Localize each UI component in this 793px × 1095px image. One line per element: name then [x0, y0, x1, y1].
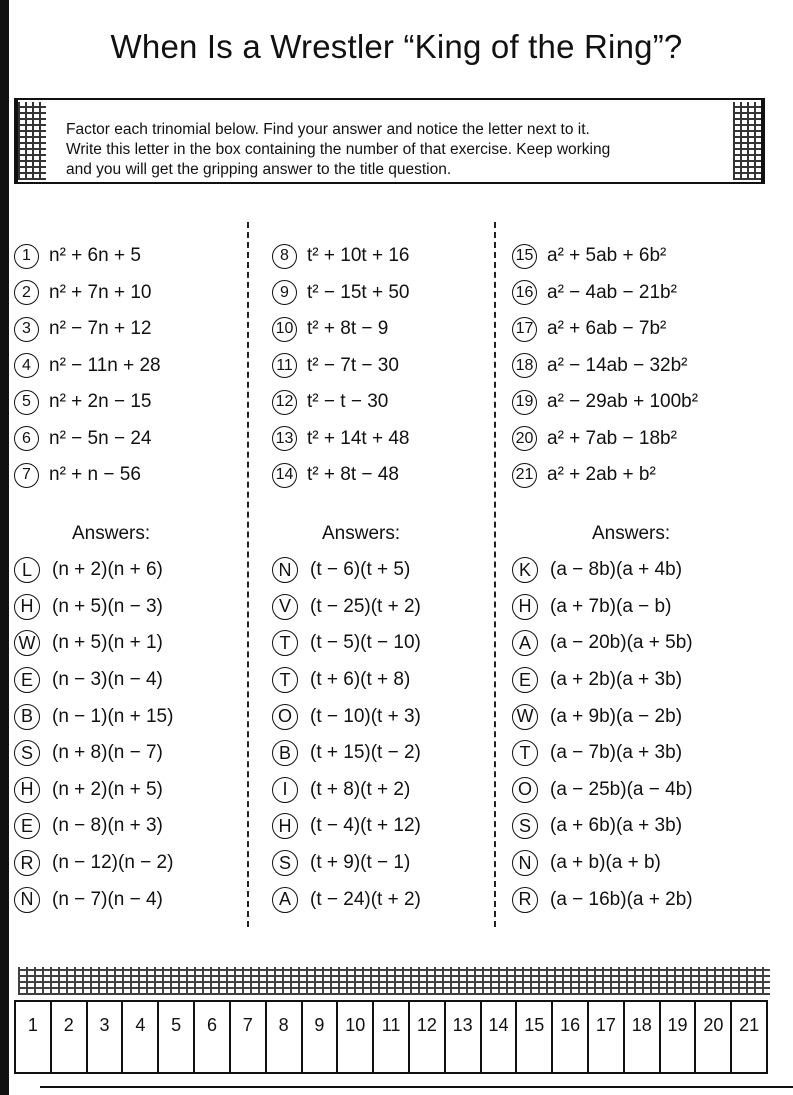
answer-expression: (a + b)(a + b) [550, 852, 661, 874]
exercise-number: 21 [512, 463, 537, 488]
answer-letter: R [512, 887, 538, 913]
answer-expression: (t + 6)(t + 8) [310, 669, 411, 691]
answer-item [272, 625, 421, 662]
exercise-expression: a² − 14ab − 32b² [547, 354, 688, 376]
answer-box[interactable]: 2 [52, 1002, 88, 1072]
exercise-expression: n² − 7n + 12 [49, 318, 152, 340]
exercise-number: 5 [14, 390, 39, 415]
answer-item [14, 625, 173, 662]
answer-box[interactable]: 15 [517, 1002, 553, 1072]
answer-box[interactable]: 20 [696, 1002, 732, 1072]
answer-grid [14, 1000, 768, 1074]
exercise-number: 8 [272, 244, 297, 269]
answer-box[interactable]: 17 [589, 1002, 625, 1072]
answer-expression: (t − 5)(t − 10) [310, 632, 421, 654]
answer-item [512, 845, 693, 882]
answer-expression: (a + 2b)(a + 3b) [550, 669, 683, 691]
answer-expression: (a − 7b)(a + 3b) [550, 742, 683, 764]
exercise-number: 11 [272, 353, 297, 378]
greek-key-ornament [18, 102, 46, 180]
answer-letter: O [272, 704, 298, 730]
answer-expression: (t − 25)(t + 2) [310, 595, 421, 617]
answer-letter: E [512, 667, 538, 693]
answer-letter: E [14, 813, 40, 839]
answer-letter: B [14, 704, 40, 730]
exercise-item [272, 421, 409, 458]
answer-expression: (n + 8)(n − 7) [52, 742, 163, 764]
answer-item [272, 845, 421, 882]
exercise-column [14, 238, 161, 494]
page-title: When Is a Wrestler “King of the Ring”? [110, 28, 683, 65]
answer-letter: H [512, 594, 538, 620]
answer-expression: (t − 6)(t + 5) [310, 559, 411, 581]
answer-item [14, 881, 173, 918]
exercise-number: 16 [512, 280, 537, 305]
answer-expression: (n − 8)(n + 3) [52, 815, 163, 837]
answer-column [14, 552, 173, 918]
answer-box[interactable]: 8 [267, 1002, 303, 1072]
column-divider [247, 222, 255, 927]
answer-letter: K [512, 557, 538, 583]
answer-item [14, 589, 173, 626]
answer-item [272, 735, 421, 772]
answer-box[interactable]: 7 [231, 1002, 267, 1072]
answer-letter: W [14, 630, 40, 656]
exercise-item [14, 275, 161, 312]
answer-item [14, 698, 173, 735]
answer-item [512, 552, 693, 589]
exercise-item [272, 348, 409, 385]
answer-box[interactable]: 11 [374, 1002, 410, 1072]
answer-item [14, 662, 173, 699]
exercise-item [512, 348, 698, 385]
answers-heading: Answers: [322, 523, 401, 544]
answer-item [272, 698, 421, 735]
answer-item [512, 625, 693, 662]
exercise-expression: n² + 2n − 15 [49, 391, 152, 413]
exercise-expression: a² + 7ab − 18b² [547, 427, 677, 449]
answer-item [14, 845, 173, 882]
exercise-expression: t² + 8t − 9 [307, 318, 389, 340]
exercise-expression: a² + 2ab + b² [547, 464, 656, 486]
exercise-item [512, 238, 698, 275]
answer-item [512, 698, 693, 735]
answer-item [272, 881, 421, 918]
answer-expression: (t − 10)(t + 3) [310, 705, 421, 727]
answer-box[interactable]: 21 [739, 1015, 760, 1035]
answer-letter: A [272, 887, 298, 913]
exercise-number: 15 [512, 244, 537, 269]
exercise-expression: t² + 8t − 48 [307, 464, 399, 486]
greek-key-ornament [733, 102, 761, 180]
exercise-column [272, 238, 409, 494]
exercise-item [272, 311, 409, 348]
exercise-item [512, 384, 698, 421]
answer-item [512, 772, 693, 809]
exercise-expression: n² + 6n + 5 [49, 245, 141, 267]
instructions-line: Factor each trinomial below. Find your answer and notice the letter next to it. [66, 121, 590, 138]
answer-letter: N [14, 887, 40, 913]
answer-expression: (t + 8)(t + 2) [310, 778, 411, 800]
answer-letter: H [14, 594, 40, 620]
exercise-number: 18 [512, 353, 537, 378]
answer-expression: (n − 1)(n + 15) [52, 705, 174, 727]
exercise-number: 2 [14, 280, 39, 305]
answer-item [512, 589, 693, 626]
answer-expression: (a + 9b)(a − 2b) [550, 705, 683, 727]
answer-letter: S [512, 813, 538, 839]
answer-letter: A [512, 630, 538, 656]
answer-box[interactable]: 14 [482, 1002, 518, 1072]
answer-item [272, 589, 421, 626]
exercise-number: 7 [14, 463, 39, 488]
exercise-item [14, 457, 161, 494]
answer-item [14, 735, 173, 772]
answer-letter: O [512, 777, 538, 803]
exercise-number: 6 [14, 426, 39, 451]
column-divider [494, 222, 502, 927]
answer-letter: E [14, 667, 40, 693]
answer-item [272, 552, 421, 589]
exercise-expression: t² − t − 30 [307, 391, 389, 413]
answer-box[interactable]: 13 [446, 1002, 482, 1072]
answer-letter: R [14, 850, 40, 876]
greek-key-border [18, 967, 770, 995]
answer-expression: (a + 7b)(a − b) [550, 595, 672, 617]
instructions-text [66, 120, 726, 180]
answer-letter: W [512, 704, 538, 730]
instructions-line: and you will get the gripping answer to the title question. [66, 161, 452, 178]
exercise-expression: n² + 7n + 10 [49, 281, 152, 303]
answer-item [512, 662, 693, 699]
answer-box[interactable]: 1 [16, 1002, 52, 1072]
answer-box[interactable]: 4 [123, 1002, 159, 1072]
answer-column [272, 552, 421, 918]
answer-box[interactable]: 16 [553, 1002, 589, 1072]
answer-expression: (n + 5)(n + 1) [52, 632, 163, 654]
answer-expression: (a − 25b)(a − 4b) [550, 778, 693, 800]
answer-item [14, 772, 173, 809]
answer-item [512, 735, 693, 772]
answer-letter: T [512, 740, 538, 766]
exercise-number: 1 [14, 244, 39, 269]
answer-expression: (a − 16b)(a + 2b) [550, 888, 693, 910]
answer-letter: S [14, 740, 40, 766]
answer-box[interactable]: 18 [625, 1002, 661, 1072]
exercise-item [14, 311, 161, 348]
exercise-expression: n² − 11n + 28 [49, 354, 161, 376]
answer-item [512, 808, 693, 845]
answer-letter: S [272, 850, 298, 876]
exercise-item [272, 457, 409, 494]
exercise-item [512, 275, 698, 312]
answer-item [14, 808, 173, 845]
exercise-expression: a² − 29ab + 100b² [547, 391, 699, 413]
exercise-item [272, 275, 409, 312]
answer-expression: (n − 12)(n − 2) [52, 852, 174, 874]
exercise-expression: n² + n − 56 [49, 464, 141, 486]
exercise-number: 4 [14, 353, 39, 378]
answer-expression: (n − 7)(n − 4) [52, 888, 163, 910]
answer-expression: (t − 24)(t + 2) [310, 888, 421, 910]
answer-expression: (n + 2)(n + 6) [52, 559, 163, 581]
exercise-expression: a² − 4ab − 21b² [547, 281, 677, 303]
answer-expression: (a + 6b)(a + 3b) [550, 815, 683, 837]
exercise-item [14, 348, 161, 385]
answer-box[interactable]: 9 [303, 1002, 339, 1072]
answer-box[interactable]: 6 [195, 1002, 231, 1072]
answer-letter: H [14, 777, 40, 803]
answer-letter: H [272, 813, 298, 839]
answer-box[interactable]: 3 [88, 1002, 124, 1072]
exercise-number: 17 [512, 317, 537, 342]
exercise-number: 10 [272, 317, 297, 342]
answer-letter: L [14, 557, 40, 583]
instructions-box [14, 98, 765, 184]
page-edge-rule [0, 0, 9, 1095]
answer-box[interactable]: 10 [338, 1002, 374, 1072]
instructions-line: Write this letter in the box containing the number of that exercise. Keep working [66, 141, 611, 158]
answers-heading: Answers: [592, 523, 671, 544]
answer-item [272, 772, 421, 809]
answer-expression: (t + 9)(t − 1) [310, 852, 411, 874]
exercise-number: 9 [272, 280, 297, 305]
exercise-expression: t² − 15t + 50 [307, 281, 410, 303]
answer-box[interactable]: 5 [159, 1002, 195, 1072]
exercise-item [512, 457, 698, 494]
answer-letter: B [272, 740, 298, 766]
answer-box[interactable]: 19 [661, 1002, 697, 1072]
answer-expression: (a − 8b)(a + 4b) [550, 559, 683, 581]
answer-item [272, 808, 421, 845]
exercise-number: 19 [512, 390, 537, 415]
answer-expression: (t − 4)(t + 12) [310, 815, 421, 837]
answer-expression: (t + 15)(t − 2) [310, 742, 421, 764]
exercise-item [14, 238, 161, 275]
exercise-item [272, 384, 409, 421]
answer-expression: (n + 5)(n − 3) [52, 595, 163, 617]
answer-item [272, 662, 421, 699]
exercise-column [512, 238, 698, 494]
frame-bar [761, 100, 765, 182]
answers-heading: Answers: [72, 523, 151, 544]
answer-letter: I [272, 777, 298, 803]
exercise-expression: t² + 10t + 16 [307, 245, 410, 267]
answer-column [512, 552, 693, 918]
exercise-item [512, 311, 698, 348]
answer-item [14, 552, 173, 589]
exercise-expression: n² − 5n − 24 [49, 427, 152, 449]
bottom-rule [40, 1086, 793, 1088]
answer-letter: T [272, 630, 298, 656]
exercise-number: 20 [512, 426, 537, 451]
answer-letter: N [512, 850, 538, 876]
answer-box[interactable]: 12 [410, 1002, 446, 1072]
exercise-number: 3 [14, 317, 39, 342]
exercise-item [272, 238, 409, 275]
answer-expression: (a − 20b)(a + 5b) [550, 632, 693, 654]
exercise-expression: a² + 5ab + 6b² [547, 245, 667, 267]
exercise-item [512, 421, 698, 458]
answer-letter: N [272, 557, 298, 583]
exercise-number: 14 [272, 463, 297, 488]
answer-expression: (n − 3)(n − 4) [52, 669, 163, 691]
exercise-number: 12 [272, 390, 297, 415]
exercise-item [14, 384, 161, 421]
answer-item [512, 881, 693, 918]
answer-letter: V [272, 594, 298, 620]
exercise-expression: t² + 14t + 48 [307, 427, 410, 449]
answer-letter: T [272, 667, 298, 693]
exercise-expression: t² − 7t − 30 [307, 354, 399, 376]
exercise-number: 13 [272, 426, 297, 451]
answer-expression: (n + 2)(n + 5) [52, 778, 163, 800]
exercise-item [14, 421, 161, 458]
exercise-expression: a² + 6ab − 7b² [547, 318, 667, 340]
